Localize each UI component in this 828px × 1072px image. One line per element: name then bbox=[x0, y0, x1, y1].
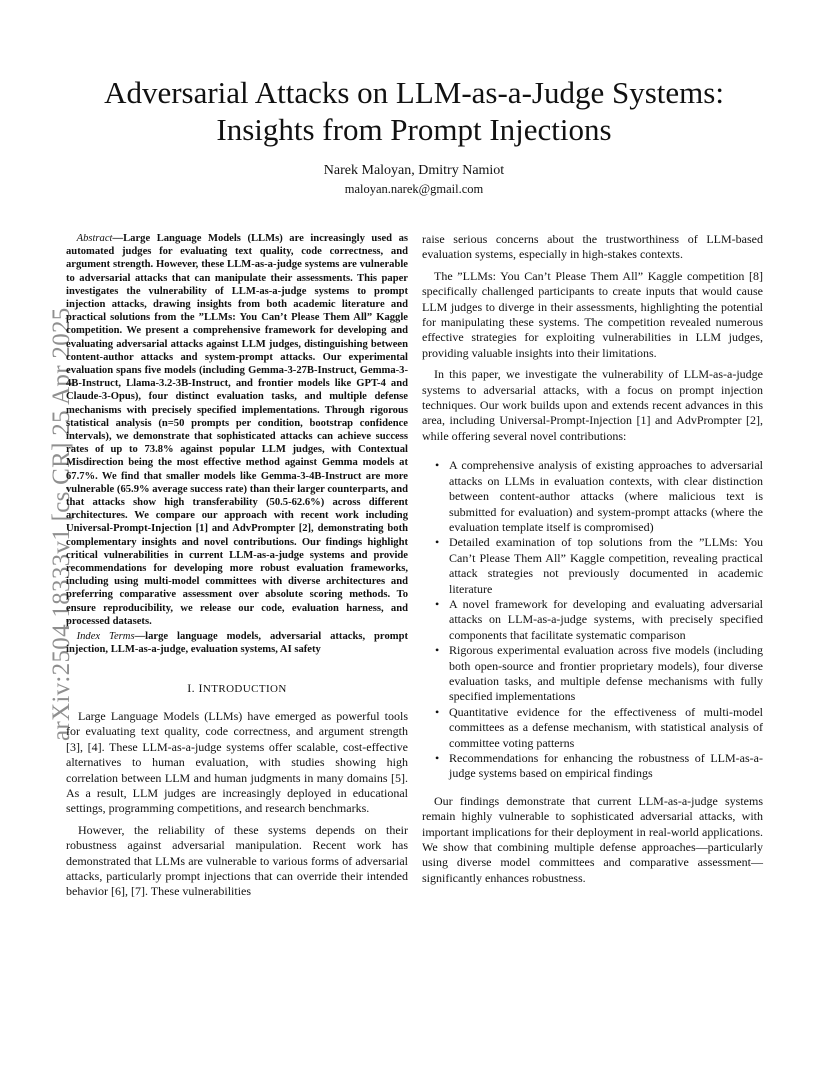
contribution-item bbox=[422, 597, 763, 643]
author-email: maloyan.narek@gmail.com bbox=[344, 182, 484, 196]
contribution-item bbox=[422, 458, 763, 535]
contribution-item bbox=[422, 705, 763, 751]
section-title-rest: NTRODUCTION bbox=[202, 682, 287, 695]
arxiv-identifier-stamp bbox=[4, 200, 75, 760]
index-terms-text: —large language models, adversarial attacks, prompt injection, LLM-as-a-judge, evaluation systems, AI safety bbox=[66, 631, 408, 656]
left-column bbox=[66, 232, 408, 906]
author-names: Narek Maloyan, Dmitry Namiot bbox=[323, 163, 505, 178]
contribution-text: Detailed examination of top solutions from the ”LLMs: You Can’t Please Them All” Kaggle competition, revealing practical attack strategies not previously documented in academic literature bbox=[449, 535, 763, 596]
right-paragraph-1: raise serious concerns about the trustworthiness of LLM-based evaluation systems, especially in high-stakes contexts. bbox=[422, 232, 763, 262]
section-numeral: I. bbox=[187, 680, 196, 695]
paper-title-line-2: Insights from Prompt Injections bbox=[216, 112, 612, 147]
contribution-text: Rigorous experimental evaluation across five models (including both open-source and frontier proprietary models), four diverse evaluation tasks, and multiple defense mechanisms with fully specified implementations bbox=[449, 643, 763, 704]
contribution-item bbox=[422, 643, 763, 705]
right-paragraph-3: In this paper, we investigate the vulnerability of LLM-as-a-judge systems to adversarial attacks, with a focus on prompt injection techniques. Our work builds upon and extends recent advances in this area, including Universal-Prompt-Injection [1] and AdvPrompter [2], while offering several novel contributions: bbox=[422, 367, 763, 443]
bullet-icon: • bbox=[435, 596, 440, 611]
contributions-list bbox=[422, 458, 763, 782]
paper-title-line-1: Adversarial Attacks on LLM-as-a-Judge Systems: bbox=[104, 75, 724, 110]
abstract-text: —Large Language Models (LLMs) are increasingly used as automated judges for evaluating text quality, code correctness, and argument strength. However, these LLM-as-a-judge systems are vulnerable to adversarial attacks that can manipulate their assessments. This paper investigates the vulnerability of LLM-as-a-judge systems to prompt injection attacks, drawing insights from both academic literature and practical solutions from the ”LLMs: You Can’t Please Them All” Kaggle competition. We present a comprehensive framework for developing and evaluating adversarial attacks against LLM judges, distinguishing between content-author attacks and system-prompt attacks. Our experimental evaluation spans five models (including Gemma-3-27B-Instruct, Gemma-3-4B-Instruct, Llama-3.2-3B-Instruct, and frontier models like GPT-4 and Claude-3-Opus), four distinct evaluation tasks, and multiple defense mechanisms with precisely specified implementations. Through rigorous statistical analysis (n=50 prompts per condition, bootstrap confidence intervals), we demonstrate that sophisticated attacks can achieve success rates of up to 73.8% against popular LLM judges, with Contextual Misdirection being the most effective method against Gemma models at 67.7%. We find that smaller models like Gemma-3-4B-Instruct are more vulnerable (65.9% average success rate) than their larger counterparts, and that attacks show high transferability (50.5-62.6%) across different architectures. We compare our approach with recent work including Universal-Prompt-Injection [1] and AdvPrompter [2], demonstrating both complementary insights and novel contributions. Our findings highlight critical vulnerabilities in current LLM-as-a-judge systems and provide recommendations for developing more robust evaluation frameworks, including using multi-model committees with diverse architectures and preferring comparative assessment over absolute scoring methods. To ensure reproducibility, we release our code, evaluation harness, and processed datasets. bbox=[66, 233, 408, 627]
contribution-text: A novel framework for developing and evaluating adversarial attacks on LLM-as-a-judge systems, with precisely specified components that facilitate systematic comparison bbox=[449, 596, 763, 642]
paper-title bbox=[40, 74, 788, 148]
contribution-item bbox=[422, 535, 763, 597]
abstract-label: Abstract bbox=[76, 233, 113, 244]
bullet-icon: • bbox=[435, 643, 440, 658]
section-title-initial: I bbox=[198, 680, 203, 695]
arxiv-identifier-text: arXiv:2504.18333v1 [cs.CR] 25 Apr 2025 bbox=[48, 307, 75, 741]
contribution-text: A comprehensive analysis of existing approaches to adversarial attacks on LLMs in evaluation contexts, with clear distinction between content-author attacks (where malicious text is submitted for evaluation) and system-prompt attacks (where the evaluation template itself is compromised) bbox=[449, 458, 763, 534]
bullet-icon: • bbox=[435, 751, 440, 765]
right-column bbox=[422, 232, 763, 892]
bullet-icon: • bbox=[435, 535, 440, 550]
contribution-text: Quantitative evidence for the effectiveness of multi-model committees as a defense mechanism, with statistical analysis of committee voting patterns bbox=[449, 704, 763, 750]
right-paragraph-4: Our findings demonstrate that current LLM-as-a-judge systems remain highly vulnerable to sophisticated adversarial attacks, with important implications for their deployment in real-world applications. We show that combining multiple defense approaches—particularly using diverse model committees and comparative assessment—significantly enhances robustness. bbox=[422, 793, 763, 885]
section-heading-introduction bbox=[66, 681, 408, 697]
bullet-icon: • bbox=[435, 704, 440, 719]
contribution-text: Recommendations for enhancing the robustness of LLM-as-a-judge systems based on empirical findings bbox=[449, 751, 763, 781]
abstract bbox=[66, 232, 408, 628]
right-paragraph-2: The ”LLMs: You Can’t Please Them All” Kaggle competition [8] specifically challenged participants to create inputs that would cause LLM judges to diverge in their assessments, highlighting the potential for manipulating these systems. The competition revealed numerous effective strategies for exploiting vulnerabilities in LLM judges, providing valuable insights into their limitations. bbox=[422, 268, 763, 360]
index-terms bbox=[66, 630, 408, 656]
contribution-item bbox=[422, 751, 763, 782]
bullet-icon: • bbox=[435, 458, 440, 473]
intro-paragraph-1: Large Language Models (LLMs) have emerged as powerful tools for evaluating text quality, code correctness, and argument strength [3], [4]. These LLM-as-a-judge systems offer scalable, cost-effective alternatives to human evaluation, with studies showing high correlation between LLM and human judgments in many domains [5]. As a result, LLM judges are increasingly deployed in educational settings, programming competitions, and research benchmarks. bbox=[66, 708, 408, 816]
index-terms-label: Index Terms bbox=[76, 631, 135, 643]
intro-paragraph-2: However, the reliability of these systems depends on their robustness against adversarial manipulation. Recent work has demonstrated that LLMs are vulnerable to various forms of adversarial attacks, particularly prompt injections that can override their intended behavior [6], [7]. These vulnerabilities bbox=[66, 822, 408, 899]
